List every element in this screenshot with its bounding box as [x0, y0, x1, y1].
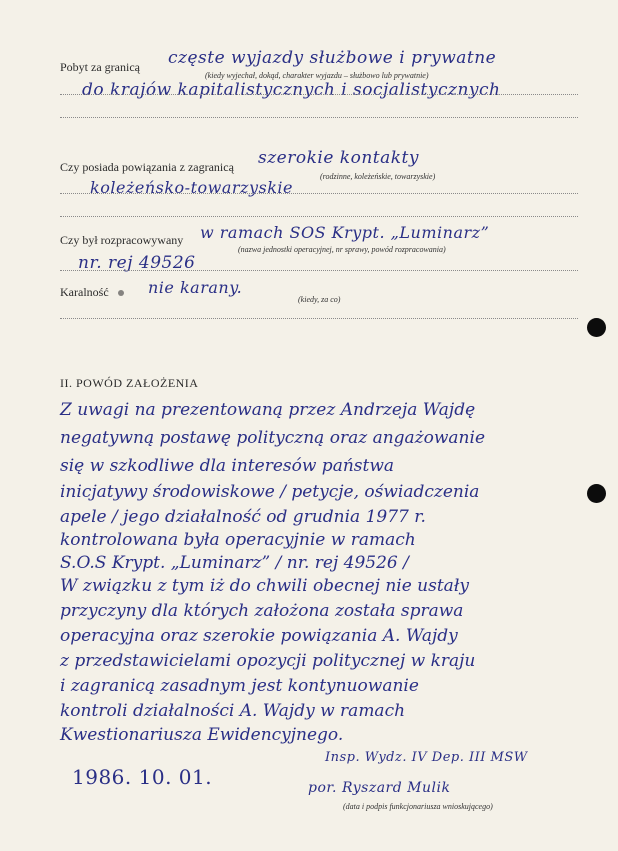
reason-line: z przedstawicielami opozycji politycznej w kraju: [60, 651, 476, 671]
document-date: 1986. 10. 01.: [72, 765, 213, 789]
value-powiazania-1: szerokie kontakty: [258, 148, 419, 168]
label-pobyt: Pobyt za granicą: [60, 60, 140, 74]
reason-line: negatywną postawę polityczną oraz angażowanie: [60, 428, 485, 448]
label-rozpracowany: Czy był rozpracowywany: [60, 233, 184, 247]
hint-karalnosc: (kiedy, za co): [298, 295, 341, 304]
hint-pobyt: (kiedy wyjechał, dokąd, charakter wyjazdu – służbowo lub prywatnie): [205, 71, 429, 80]
value-karalnosc: nie karany.: [148, 278, 243, 297]
reason-line: kontrolowana była operacyjnie w ramach: [60, 530, 416, 550]
value-rozpracowany-2: nr. rej 49526: [78, 253, 196, 273]
value-rozpracowany-1: w ramach SOS Krypt. „Luminarz”: [200, 223, 490, 242]
reason-line: Z uwagi na prezentowaną przez Andrzeja Wajdę: [60, 400, 476, 420]
signature-caption: (data i podpis funkcjonariusza wnioskującego): [343, 802, 493, 811]
dotted-line: [60, 270, 578, 271]
section-title: II. POWÓD ZAŁOŻENIA: [60, 376, 199, 390]
reason-line: S.O.S Krypt. „Luminarz” / nr. rej 49526 /: [60, 553, 409, 573]
punch-hole: [587, 484, 606, 503]
reason-line: apele / jego działalność od grudnia 1977 r.: [60, 507, 426, 527]
dotted-line: [60, 117, 578, 118]
ink-smudge: [118, 290, 124, 296]
punch-hole: [587, 318, 606, 337]
dotted-line: [60, 318, 578, 319]
dotted-line: [60, 94, 578, 95]
dotted-line: [60, 193, 578, 194]
value-pobyt-2: do krajów kapitalistycznych i socjalistycznych: [82, 80, 501, 100]
reason-line: przyczyny dla których założona została sprawa: [60, 601, 464, 621]
signature-rank: Insp. Wydz. IV Dep. III MSW: [325, 750, 528, 765]
reason-line: kontroli działalności A. Wajdy w ramach: [60, 701, 406, 721]
hint-powiazania: (rodzinne, koleżeńskie, towarzyskie): [320, 172, 436, 181]
hint-rozpracowany: (nazwa jednostki operacyjnej, nr sprawy, powód rozpracowania): [238, 245, 446, 254]
label-powiazania: Czy posiada powiązania z zagranicą: [60, 160, 234, 174]
reason-line: W związku z tym iż do chwili obecnej nie ustały: [60, 576, 469, 596]
reason-line: operacyjna oraz szerokie powiązania A. Wajdy: [60, 626, 458, 646]
value-powiazania-2: koleżeńsko-towarzyskie: [90, 178, 293, 197]
signature-name: por. Ryszard Mulik: [308, 780, 451, 796]
value-pobyt-1: częste wyjazdy służbowe i prywatne: [168, 48, 497, 68]
dotted-line: [60, 216, 578, 217]
reason-line: się w szkodliwe dla interesów państwa: [60, 456, 395, 476]
label-karalnosc: Karalność: [60, 285, 109, 299]
reason-line: Kwestionariusza Ewidencyjnego.: [60, 725, 344, 745]
reason-line: i zagranicą zasadnym jest kontynuowanie: [60, 676, 419, 696]
reason-line: inicjatywy środowiskowe / petycje, oświadczenia: [60, 482, 480, 502]
